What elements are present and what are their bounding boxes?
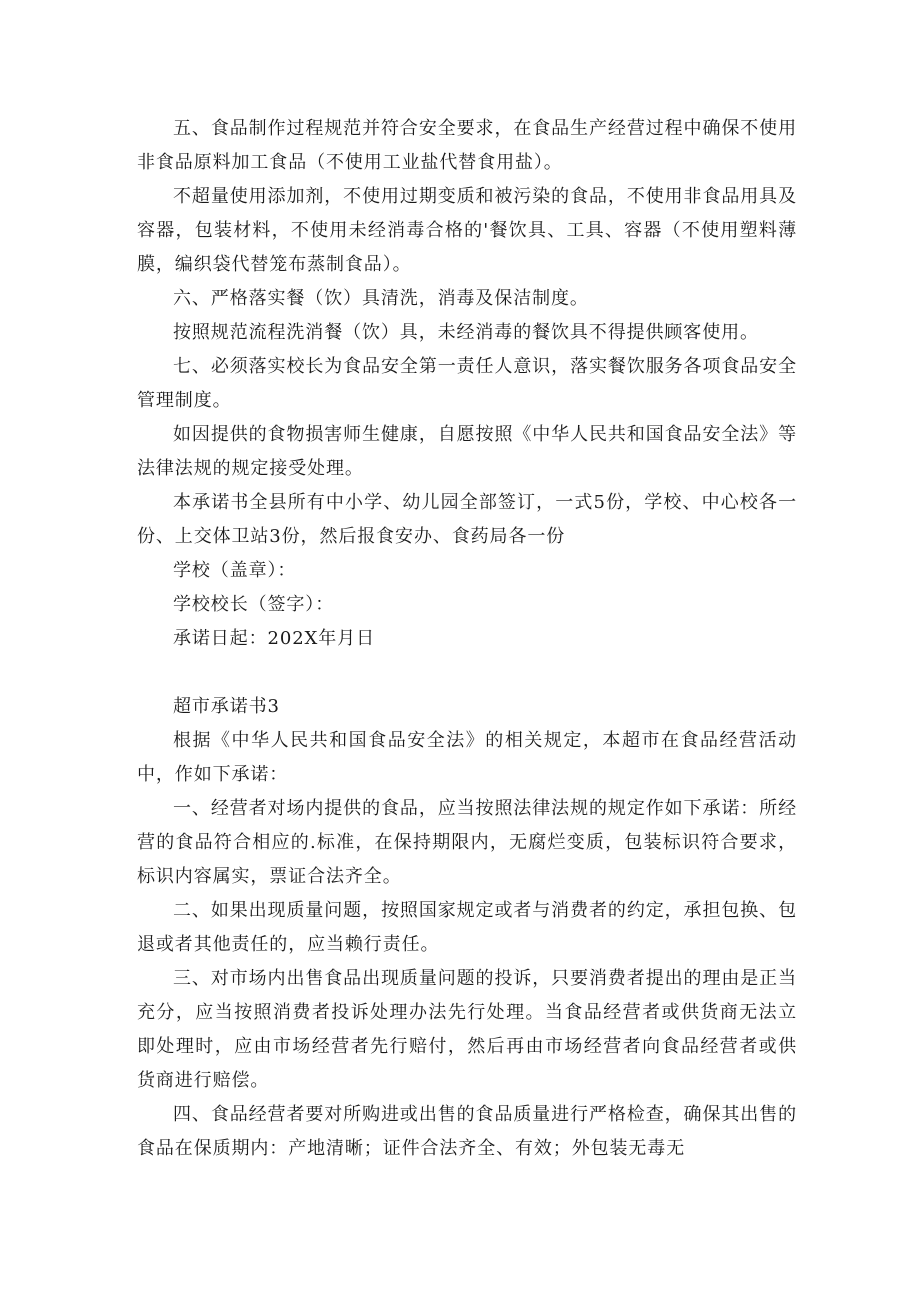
- section-spacer: [137, 656, 797, 690]
- paragraph: 一、经营者对场内提供的食品，应当按照法律法规的规定作如下承诺：所经营的食品符合相应的.标准，在保持期限内，无腐烂变质，包装标识符合要求，标识内容属实，票证合法齐全。: [137, 798, 797, 887]
- paragraph: 二、如果出现质量问题，按照国家规定或者与消费者的约定，承担包换、包退或者其他责任的，应当赖行责任。: [137, 900, 797, 955]
- school-seal-line: 学校（盖章）：: [173, 560, 297, 581]
- paragraph: 五、食品制作过程规范并符合安全要求，在食品生产经营过程中确保不使用非食品原料加工食品（不使用工业盐代替食用盐）。: [137, 118, 797, 173]
- paragraph: 三、对市场内出售食品出现质量问题的投诉，只要消费者提出的理由是正当充分，应当按照消费者投诉处理办法先行处理。当食品经营者或供货商无法立即处理时，应由市场经营者先行赔付，然后再由市场经营者向食品经营者或供货商进行赔偿。: [137, 968, 797, 1091]
- document-body: [137, 112, 797, 1166]
- principal-signature-line: 学校校长（签字）：: [173, 594, 335, 615]
- commitment-date-line: 承诺日起：202X年月日: [173, 628, 375, 649]
- section-title: 超市承诺书3: [173, 696, 280, 717]
- paragraph: 如因提供的食物损害师生健康，自愿按照《中华人民共和国食品安全法》等法律法规的规定接受处理。: [137, 424, 797, 479]
- paragraph: 六、严格落实餐（饮）具清洗，消毒及保洁制度。: [173, 288, 589, 309]
- paragraph: 七、必须落实校长为食品安全第一责任人意识，落实餐饮服务各项食品安全管理制度。: [137, 356, 797, 411]
- paragraph: 不超量使用添加剂，不使用过期变质和被污染的食品，不使用非食品用具及容器，包装材料，不使用未经消毒合格的'餐饮具、工具、容器（不使用塑料薄膜，编织袋代替笼布蒸制食品）。: [137, 186, 797, 275]
- paragraph: 根据《中华人民共和国食品安全法》的相关规定，本超市在食品经营活动中，作如下承诺：: [137, 730, 797, 785]
- paragraph: 本承诺书全县所有中小学、幼儿园全部签订，一式5份，学校、中心校各一份、上交体卫站3份，然后报食安办、食药局各一份: [137, 492, 797, 547]
- paragraph: 四、食品经营者要对所购进或出售的食品质量进行严格检查，确保其出售的食品在保质期内：产地清晰；证件合法齐全、有效；外包装无毒无: [137, 1104, 797, 1159]
- paragraph: 按照规范流程洗消餐（饮）具，未经消毒的餐饮具不得提供顾客使用。: [173, 322, 759, 343]
